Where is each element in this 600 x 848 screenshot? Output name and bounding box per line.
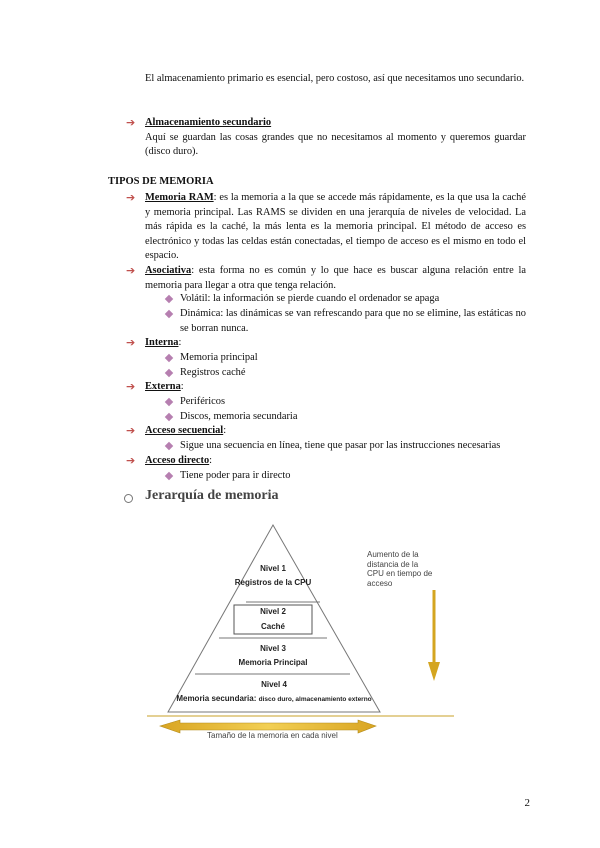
arrow-bullet-icon: ➔ xyxy=(126,454,136,467)
arrow-bullet-icon: ➔ xyxy=(126,116,136,129)
level-3 xyxy=(213,644,333,667)
intro-paragraph: El almacenamiento primario es esencial, pero costoso, así que necesitamos uno secundario. xyxy=(145,73,525,84)
list-item: Registros caché xyxy=(180,367,246,378)
level-2 xyxy=(234,607,312,631)
arrow-bullet-icon: ➔ xyxy=(126,264,136,277)
jerarquia-title: Jerarquía de memoria xyxy=(145,488,279,503)
level-4-text xyxy=(166,694,382,703)
arrow-bullet-icon: ➔ xyxy=(126,336,136,349)
list-item: Sigue una secuencia en línea, tiene que pasar por las instrucciones necesarias xyxy=(180,440,501,451)
secundario-title: Almacenamiento secundario xyxy=(145,117,272,128)
access-time-note: Aumento de la distancia de la CPU en tiempo de acceso xyxy=(367,550,433,588)
list-item: Tiene poder para ir directo xyxy=(180,470,291,481)
secuencial-suffix: : xyxy=(223,425,227,436)
directo-term: Acceso directo xyxy=(145,455,210,466)
level-4-name: Nivel 4 xyxy=(261,680,287,689)
list-item: Volátil: la información se pierde cuando el ordenador se apaga xyxy=(180,293,440,304)
arrow-bullet-icon: ➔ xyxy=(126,380,136,393)
level-2-name: Nivel 2 xyxy=(260,607,286,616)
list-item: Discos, memoria secundaria xyxy=(180,411,298,422)
level-3-label: Memoria Principal xyxy=(238,658,308,667)
level-1-label: Registros de la CPU xyxy=(234,578,312,587)
memory-size-note: Tamaño de la memoria en cada nivel xyxy=(207,731,338,740)
level-3-name: Nivel 3 xyxy=(260,644,286,653)
asociativa-text: : esta forma no es común y lo que hace es buscar alguna relación entre la memoria para llegar a otra que tenga relación. xyxy=(145,265,526,291)
level-1-name: Nivel 1 xyxy=(260,564,286,573)
list-item: Dinámica: las dinámicas se van refrescando para que no se elimine, las estáticas no se borran nunca. xyxy=(180,308,526,334)
down-arrow-icon xyxy=(428,662,440,681)
page-number: 2 xyxy=(524,797,530,809)
arrow-bullet-icon: ➔ xyxy=(126,191,136,204)
ram-term: Memoria RAM xyxy=(145,192,214,203)
directo-suffix: : xyxy=(209,455,213,466)
level-4 xyxy=(166,680,382,703)
secundario-text: Aquí se guardan las cosas grandes que no necesitamos al momento y queremos guardar (disco duro). xyxy=(145,131,526,158)
secuencial-term: Acceso secuencial xyxy=(145,425,224,436)
arrow-bullet-icon: ➔ xyxy=(126,424,136,437)
level-4-label: Memoria secundaria: xyxy=(176,694,257,703)
ram-text: : es la memoria a la que se accede más rápidamente, es la que usa la caché y memoria principal. Las RAMS se dividen en una jerarquía de niveles de velocidad. La más rápida es la caché, la más lenta es la memoria principal. El método de acceso es electrónico y todas las celdas están conectadas, el tiempo de acceso es el mismo en todo el espacio. xyxy=(145,192,526,262)
asociativa-term: Asociativa xyxy=(145,265,192,276)
level-2-label: Caché xyxy=(260,622,285,631)
list-item: Memoria principal xyxy=(180,352,258,363)
interna-suffix: : xyxy=(178,337,182,348)
externa-suffix: : xyxy=(180,381,184,392)
externa-term: Externa xyxy=(145,381,181,392)
level-4-detail: disco duro, almacenamiento externo xyxy=(258,696,372,703)
tipos-heading: TIPOS DE MEMORIA xyxy=(108,176,214,187)
level-1 xyxy=(228,564,318,588)
interna-term: Interna xyxy=(145,337,179,348)
list-item: Periféricos xyxy=(180,396,226,407)
